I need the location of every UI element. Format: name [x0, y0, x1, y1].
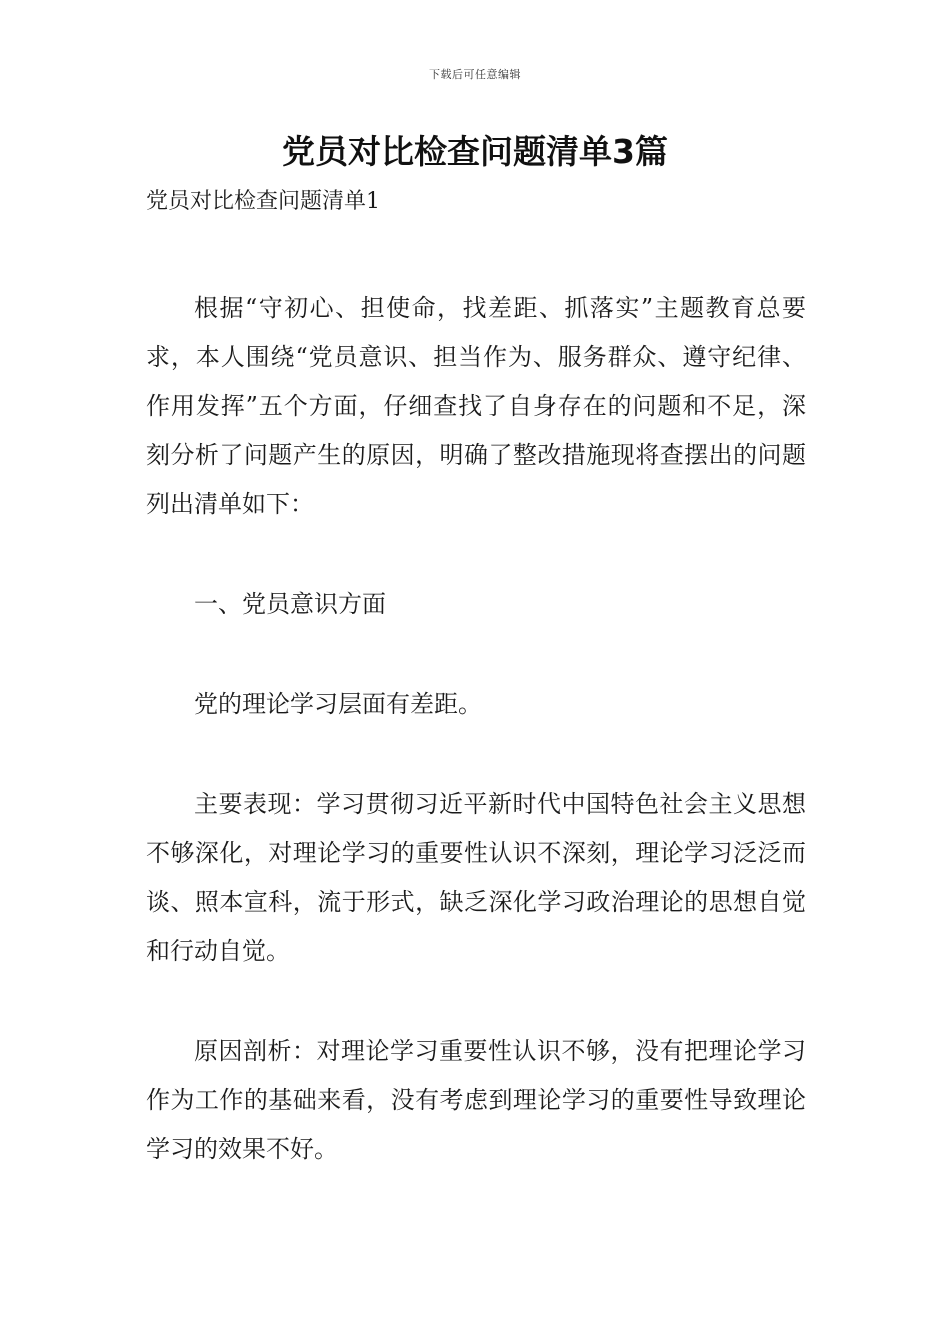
header-note: 下载后可任意编辑	[429, 68, 521, 81]
paragraph-cause-analysis: 原因剖析：对理论学习重要性认识不够，没有把理论学习作为工作的基础来看，没有考虑到理论学习的重要性导致理论学习的效果不好。	[146, 1037, 806, 1163]
paragraph-section-heading: 一、党员意识方面	[194, 590, 386, 618]
document-body	[146, 284, 806, 1174]
paragraph-intro: 根据“守初心、担使命，找差距、抓落实”主题教育总要求，本人围绕“党员意识、担当作为、服务群众、遵守纪律、作用发挥”五个方面，仔细查找了自身存在的问题和不足，深刻分析了问题产生的原因，明确了整改措施现将查摆出的问题列出清单如下：	[146, 294, 806, 518]
paragraph-manifestation: 主要表现：学习贯彻习近平新时代中国特色社会主义思想不够深化，对理论学习的重要性认识不深刻，理论学习泛泛而谈、照本宣科，流于形式，缺乏深化学习政治理论的思想自觉和行动自觉。	[146, 790, 806, 965]
section-subtitle: 党员对比检查问题清单1	[146, 189, 380, 214]
paragraph-issue: 党的理论学习层面有差距。	[194, 690, 482, 718]
document-title: 党员对比检查问题清单3篇	[282, 132, 668, 171]
